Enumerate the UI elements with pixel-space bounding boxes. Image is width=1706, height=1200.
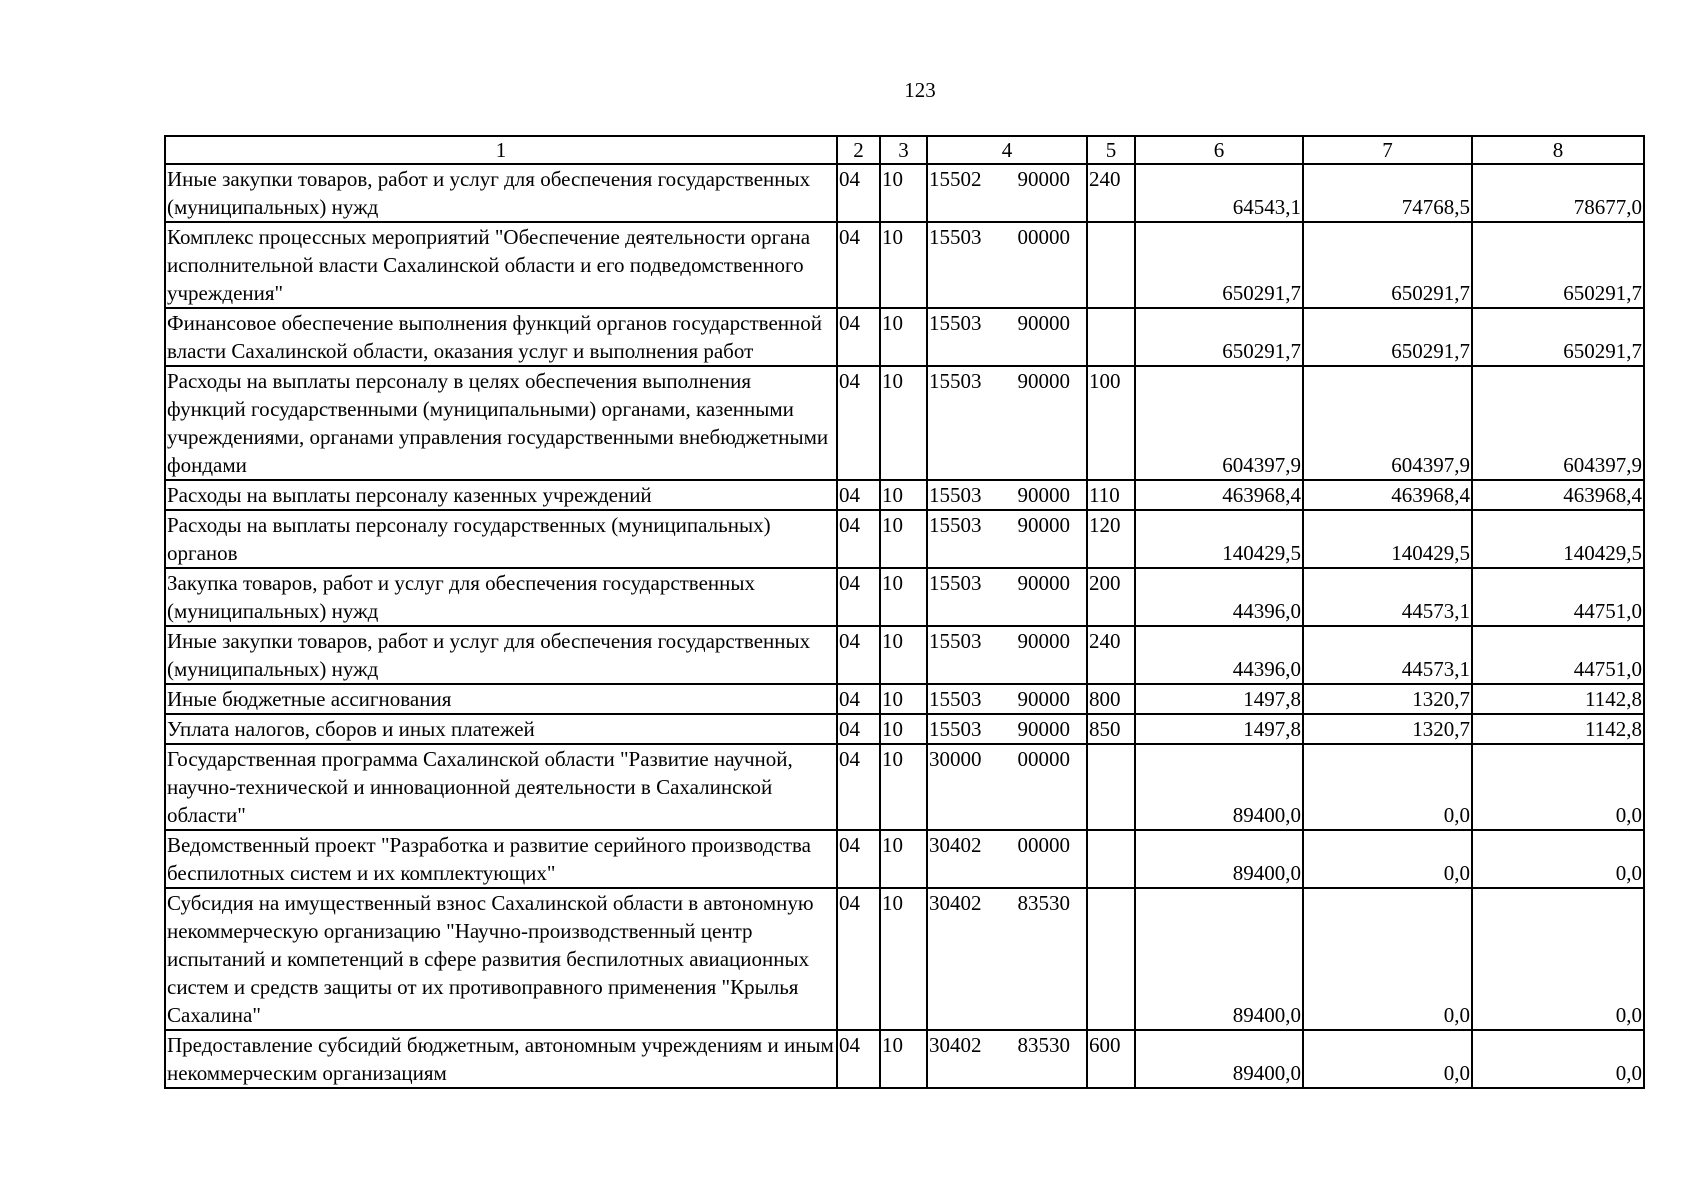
amount-col6-cell: 89400,0 (1135, 1030, 1303, 1088)
table-row (165, 222, 1644, 308)
column-header: 4 (927, 136, 1087, 164)
expense-name-cell: Комплекс процессных мероприятий "Обеспечение деятельности органа исполнительной власти Сахалинской области и его подведомственного учреждения" (165, 222, 837, 308)
target-article-program-code: 15503 (929, 369, 982, 393)
table-row (165, 684, 1644, 714)
amount-col8-cell: 44751,0 (1472, 626, 1644, 684)
amount-col7-cell: 650291,7 (1303, 308, 1472, 366)
target-article-direction-code: 83530 (1017, 1033, 1070, 1057)
amount-col6-cell: 650291,7 (1135, 222, 1303, 308)
target-article-program-code: 30402 (929, 891, 982, 915)
table-row (165, 480, 1644, 510)
expense-type-cell: 200 (1087, 568, 1135, 626)
subsection-code-cell: 10 (880, 888, 927, 1030)
subsection-code-cell: 10 (880, 1030, 927, 1088)
expense-type-cell: 850 (1087, 714, 1135, 744)
table-row (165, 626, 1644, 684)
target-article-direction-code: 00000 (1017, 747, 1070, 771)
target-article-direction-code: 90000 (1017, 717, 1070, 741)
amount-col7-cell: 604397,9 (1303, 366, 1472, 480)
column-header: 6 (1135, 136, 1303, 164)
section-code-cell: 04 (837, 222, 880, 308)
table-row (165, 510, 1644, 568)
target-article-cell (927, 888, 1087, 1030)
amount-col6-cell: 89400,0 (1135, 744, 1303, 830)
amount-col7-cell: 1320,7 (1303, 714, 1472, 744)
amount-col6-cell: 604397,9 (1135, 366, 1303, 480)
target-article-cell (927, 308, 1087, 366)
target-article-direction-code: 90000 (1017, 311, 1070, 335)
table-row (165, 164, 1644, 222)
target-article-program-code: 15503 (929, 717, 982, 741)
column-header: 7 (1303, 136, 1472, 164)
target-article-program-code: 15503 (929, 311, 982, 335)
expense-type-cell: 100 (1087, 366, 1135, 480)
amount-col6-cell: 44396,0 (1135, 568, 1303, 626)
subsection-code-cell: 10 (880, 366, 927, 480)
target-article-program-code: 15502 (929, 167, 982, 191)
amount-col8-cell: 0,0 (1472, 888, 1644, 1030)
target-article-program-code: 15503 (929, 571, 982, 595)
amount-col6-cell: 64543,1 (1135, 164, 1303, 222)
amount-col8-cell: 650291,7 (1472, 222, 1644, 308)
subsection-code-cell: 10 (880, 830, 927, 888)
amount-col6-cell: 89400,0 (1135, 830, 1303, 888)
target-article-program-code: 30402 (929, 833, 982, 857)
target-article-cell (927, 714, 1087, 744)
section-code-cell: 04 (837, 626, 880, 684)
section-code-cell: 04 (837, 888, 880, 1030)
amount-col7-cell: 0,0 (1303, 888, 1472, 1030)
amount-col8-cell: 44751,0 (1472, 568, 1644, 626)
expense-name-cell: Иные бюджетные ассигнования (165, 684, 837, 714)
amount-col6-cell: 1497,8 (1135, 684, 1303, 714)
expense-name-cell: Закупка товаров, работ и услуг для обеспечения государственных (муниципальных) нужд (165, 568, 837, 626)
column-header: 3 (880, 136, 927, 164)
amount-col7-cell: 140429,5 (1303, 510, 1472, 568)
expense-name-cell: Расходы на выплаты персоналу государственных (муниципальных) органов (165, 510, 837, 568)
table-row (165, 714, 1644, 744)
target-article-cell (927, 830, 1087, 888)
target-article-direction-code: 00000 (1017, 833, 1070, 857)
amount-col6-cell: 1497,8 (1135, 714, 1303, 744)
column-header: 2 (837, 136, 880, 164)
section-code-cell: 04 (837, 684, 880, 714)
section-code-cell: 04 (837, 510, 880, 568)
amount-col8-cell: 78677,0 (1472, 164, 1644, 222)
target-article-direction-code: 90000 (1017, 167, 1070, 191)
target-article-direction-code: 00000 (1017, 225, 1070, 249)
expense-type-cell (1087, 888, 1135, 1030)
table-row (165, 366, 1644, 480)
amount-col8-cell: 463968,4 (1472, 480, 1644, 510)
amount-col8-cell: 1142,8 (1472, 684, 1644, 714)
table-row (165, 888, 1644, 1030)
amount-col7-cell: 650291,7 (1303, 222, 1472, 308)
section-code-cell: 04 (837, 744, 880, 830)
header-row (165, 136, 1644, 164)
amount-col8-cell: 650291,7 (1472, 308, 1644, 366)
amount-col7-cell: 44573,1 (1303, 626, 1472, 684)
target-article-cell (927, 1030, 1087, 1088)
subsection-code-cell: 10 (880, 164, 927, 222)
expense-name-cell: Иные закупки товаров, работ и услуг для обеспечения государственных (муниципальных) нужд (165, 626, 837, 684)
target-article-cell (927, 366, 1087, 480)
subsection-code-cell: 10 (880, 510, 927, 568)
expense-type-cell (1087, 222, 1135, 308)
subsection-code-cell: 10 (880, 480, 927, 510)
amount-col8-cell: 0,0 (1472, 830, 1644, 888)
page-number: 123 (904, 78, 936, 102)
target-article-direction-code: 90000 (1017, 483, 1070, 507)
target-article-program-code: 30402 (929, 1033, 982, 1057)
target-article-cell (927, 568, 1087, 626)
amount-col7-cell: 44573,1 (1303, 568, 1472, 626)
expense-type-cell: 110 (1087, 480, 1135, 510)
target-article-cell (927, 480, 1087, 510)
target-article-direction-code: 83530 (1017, 891, 1070, 915)
expense-name-cell: Государственная программа Сахалинской области "Развитие научной, научно-технической и инновационной деятельности в Сахалинской области" (165, 744, 837, 830)
expense-name-cell: Финансовое обеспечение выполнения функций органов государственной власти Сахалинской области, оказания услуг и выполнения работ (165, 308, 837, 366)
subsection-code-cell: 10 (880, 684, 927, 714)
column-header: 5 (1087, 136, 1135, 164)
amount-col7-cell: 0,0 (1303, 744, 1472, 830)
expense-type-cell: 240 (1087, 626, 1135, 684)
subsection-code-cell: 10 (880, 626, 927, 684)
budget-table (164, 135, 1645, 1089)
expense-name-cell: Расходы на выплаты персоналу казенных учреждений (165, 480, 837, 510)
target-article-cell (927, 626, 1087, 684)
amount-col8-cell: 0,0 (1472, 744, 1644, 830)
subsection-code-cell: 10 (880, 744, 927, 830)
amount-col6-cell: 650291,7 (1135, 308, 1303, 366)
target-article-direction-code: 90000 (1017, 571, 1070, 595)
section-code-cell: 04 (837, 714, 880, 744)
table-row (165, 1030, 1644, 1088)
column-header: 8 (1472, 136, 1644, 164)
amount-col7-cell: 1320,7 (1303, 684, 1472, 714)
target-article-program-code: 15503 (929, 513, 982, 537)
expense-type-cell (1087, 830, 1135, 888)
amount-col6-cell: 463968,4 (1135, 480, 1303, 510)
table-row (165, 308, 1644, 366)
expense-type-cell (1087, 744, 1135, 830)
target-article-direction-code: 90000 (1017, 629, 1070, 653)
target-article-cell (927, 164, 1087, 222)
section-code-cell: 04 (837, 366, 880, 480)
expense-type-cell (1087, 308, 1135, 366)
target-article-program-code: 15503 (929, 629, 982, 653)
amount-col8-cell: 0,0 (1472, 1030, 1644, 1088)
amount-col6-cell: 140429,5 (1135, 510, 1303, 568)
section-code-cell: 04 (837, 308, 880, 366)
amount-col7-cell: 0,0 (1303, 1030, 1472, 1088)
table-row (165, 744, 1644, 830)
expense-name-cell: Субсидия на имущественный взнос Сахалинской области в автономную некоммерческую организацию "Научно-производственный центр испытаний и компетенций в сфере развития беспилотных авиационных систем и средств защиты от их противоправного применения "Крылья Сахалина" (165, 888, 837, 1030)
table-row (165, 830, 1644, 888)
amount-col7-cell: 74768,5 (1303, 164, 1472, 222)
target-article-cell (927, 510, 1087, 568)
section-code-cell: 04 (837, 480, 880, 510)
expense-type-cell: 600 (1087, 1030, 1135, 1088)
expense-name-cell: Расходы на выплаты персоналу в целях обеспечения выполнения функций государственными (муниципальными) органами, казенными учреждениями, органами управления государственными внебюджетными фондами (165, 366, 837, 480)
target-article-cell (927, 684, 1087, 714)
section-code-cell: 04 (837, 568, 880, 626)
subsection-code-cell: 10 (880, 308, 927, 366)
target-article-program-code: 15503 (929, 483, 982, 507)
target-article-direction-code: 90000 (1017, 369, 1070, 393)
section-code-cell: 04 (837, 164, 880, 222)
expense-type-cell: 240 (1087, 164, 1135, 222)
target-article-cell (927, 744, 1087, 830)
amount-col6-cell: 44396,0 (1135, 626, 1303, 684)
amount-col7-cell: 0,0 (1303, 830, 1472, 888)
expense-name-cell: Предоставление субсидий бюджетным, автономным учреждениям и иным некоммерческим организациям (165, 1030, 837, 1088)
subsection-code-cell: 10 (880, 222, 927, 308)
subsection-code-cell: 10 (880, 568, 927, 626)
amount-col6-cell: 89400,0 (1135, 888, 1303, 1030)
section-code-cell: 04 (837, 830, 880, 888)
amount-col8-cell: 604397,9 (1472, 366, 1644, 480)
section-code-cell: 04 (837, 1030, 880, 1088)
subsection-code-cell: 10 (880, 714, 927, 744)
expense-name-cell: Ведомственный проект "Разработка и развитие серийного производства беспилотных систем и их комплектующих" (165, 830, 837, 888)
expense-name-cell: Иные закупки товаров, работ и услуг для обеспечения государственных (муниципальных) нужд (165, 164, 837, 222)
target-article-direction-code: 90000 (1017, 513, 1070, 537)
target-article-cell (927, 222, 1087, 308)
target-article-program-code: 30000 (929, 747, 982, 771)
amount-col8-cell: 140429,5 (1472, 510, 1644, 568)
column-header: 1 (165, 136, 837, 164)
target-article-program-code: 15503 (929, 687, 982, 711)
expense-name-cell: Уплата налогов, сборов и иных платежей (165, 714, 837, 744)
table-row (165, 568, 1644, 626)
target-article-program-code: 15503 (929, 225, 982, 249)
target-article-direction-code: 90000 (1017, 687, 1070, 711)
expense-type-cell: 800 (1087, 684, 1135, 714)
amount-col8-cell: 1142,8 (1472, 714, 1644, 744)
amount-col7-cell: 463968,4 (1303, 480, 1472, 510)
expense-type-cell: 120 (1087, 510, 1135, 568)
